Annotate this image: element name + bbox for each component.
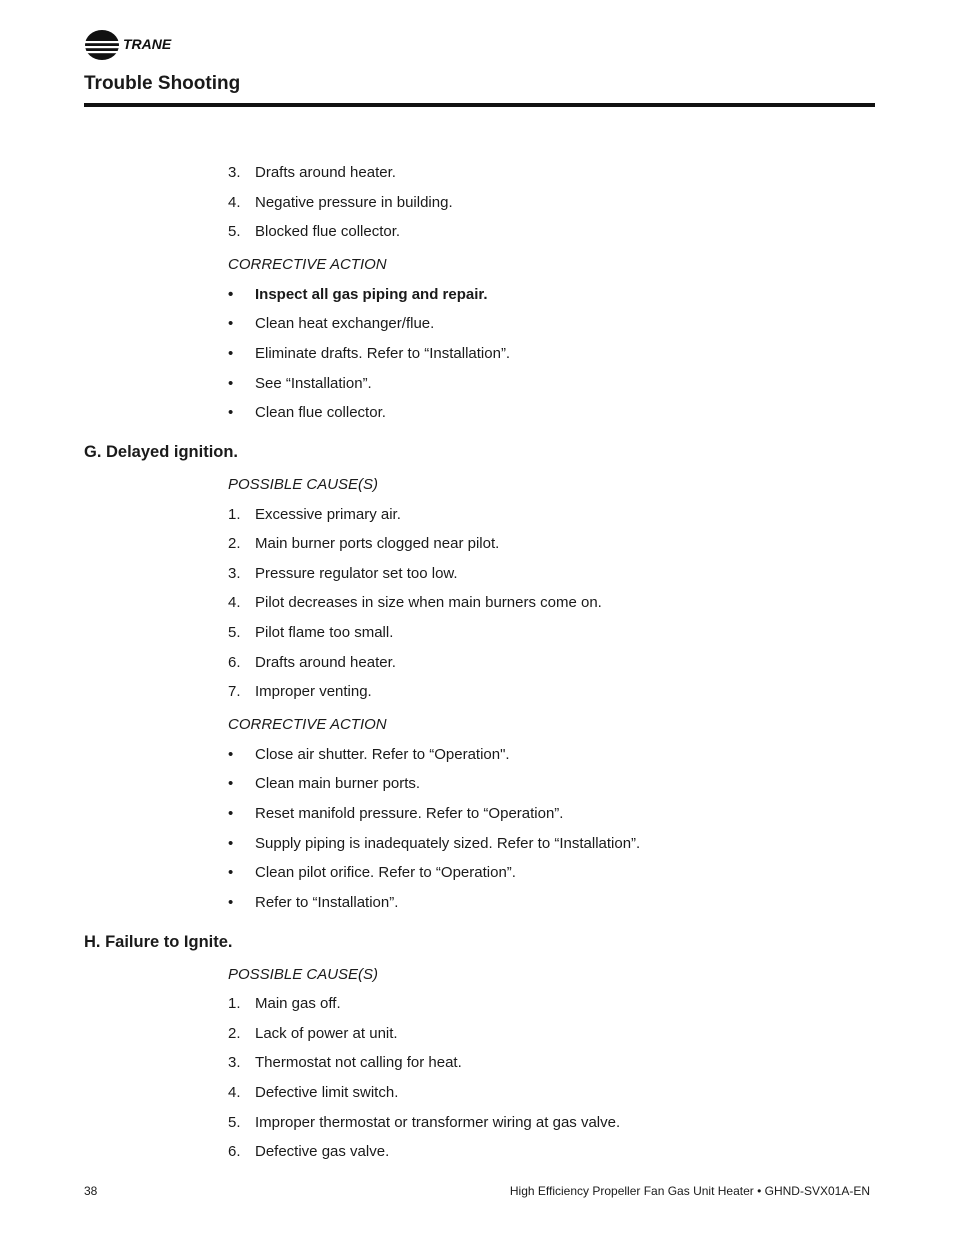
- section-h-heading: H. Failure to Ignite.: [84, 933, 233, 951]
- list-item: 5. Blocked flue collector.: [228, 223, 401, 240]
- list-item: 4. Pilot decreases in size when main burners come on.: [228, 594, 602, 611]
- bullet-item: • Clean flue collector.: [228, 404, 386, 421]
- bullet-item: • Eliminate drafts. Refer to “Installation”.: [228, 345, 511, 362]
- list-item: 2. Main burner ports clogged near pilot.: [228, 535, 500, 552]
- list-item: 6. Defective gas valve.: [228, 1143, 390, 1160]
- header-rule: [84, 103, 875, 107]
- list-item: 5. Pilot flame too small.: [228, 624, 394, 641]
- list-item: 3. Drafts around heater.: [228, 164, 396, 181]
- page-number: 38: [84, 1184, 98, 1198]
- list-item: 2. Lack of power at unit.: [228, 1025, 398, 1042]
- bullet-item: • Reset manifold pressure. Refer to “Operation”.: [228, 805, 564, 822]
- list-item: 3. Thermostat not calling for heat.: [228, 1054, 462, 1071]
- section-title: Trouble Shooting: [84, 73, 241, 94]
- list-item: 4. Negative pressure in building.: [228, 194, 453, 211]
- bullet-item: • Refer to “Installation”.: [228, 894, 399, 911]
- bullet-item: • Supply piping is inadequately sized. Refer to “Installation”.: [228, 835, 641, 852]
- possible-causes-label: POSSIBLE CAUSE(S): [228, 476, 379, 493]
- list-item: 3. Pressure regulator set too low.: [228, 565, 458, 582]
- list-item: 1. Excessive primary air.: [228, 506, 401, 523]
- list-item: 4. Defective limit switch.: [228, 1084, 399, 1101]
- possible-causes-label: POSSIBLE CAUSE(S): [228, 966, 379, 983]
- corrective-action-label: CORRECTIVE ACTION: [228, 256, 387, 273]
- document-title: High Efficiency Propeller Fan Gas Unit Heater • GHND-SVX01A-EN: [509, 1184, 870, 1198]
- trane-logo: [83, 28, 183, 64]
- bullet-item: • Inspect all gas piping and repair.: [228, 286, 488, 303]
- bullet-item: • Clean heat exchanger/flue.: [228, 315, 435, 332]
- trane-logo-wordmark: TRANE: [123, 36, 172, 52]
- bullet-item: • Clean pilot orifice. Refer to “Operation”.: [228, 864, 516, 881]
- list-item: 7. Improper venting.: [228, 683, 372, 700]
- bullet-item: • Clean main burner ports.: [228, 775, 421, 792]
- bullet-item: • Close air shutter. Refer to “Operation".: [228, 746, 510, 763]
- section-g-heading: G. Delayed ignition.: [84, 443, 239, 461]
- list-item: 6. Drafts around heater.: [228, 654, 396, 671]
- list-item: 1. Main gas off.: [228, 995, 341, 1012]
- bullet-item: • See “Installation”.: [228, 375, 372, 392]
- corrective-action-label: CORRECTIVE ACTION: [228, 716, 387, 733]
- list-item: 5. Improper thermostat or transformer wiring at gas valve.: [228, 1114, 621, 1131]
